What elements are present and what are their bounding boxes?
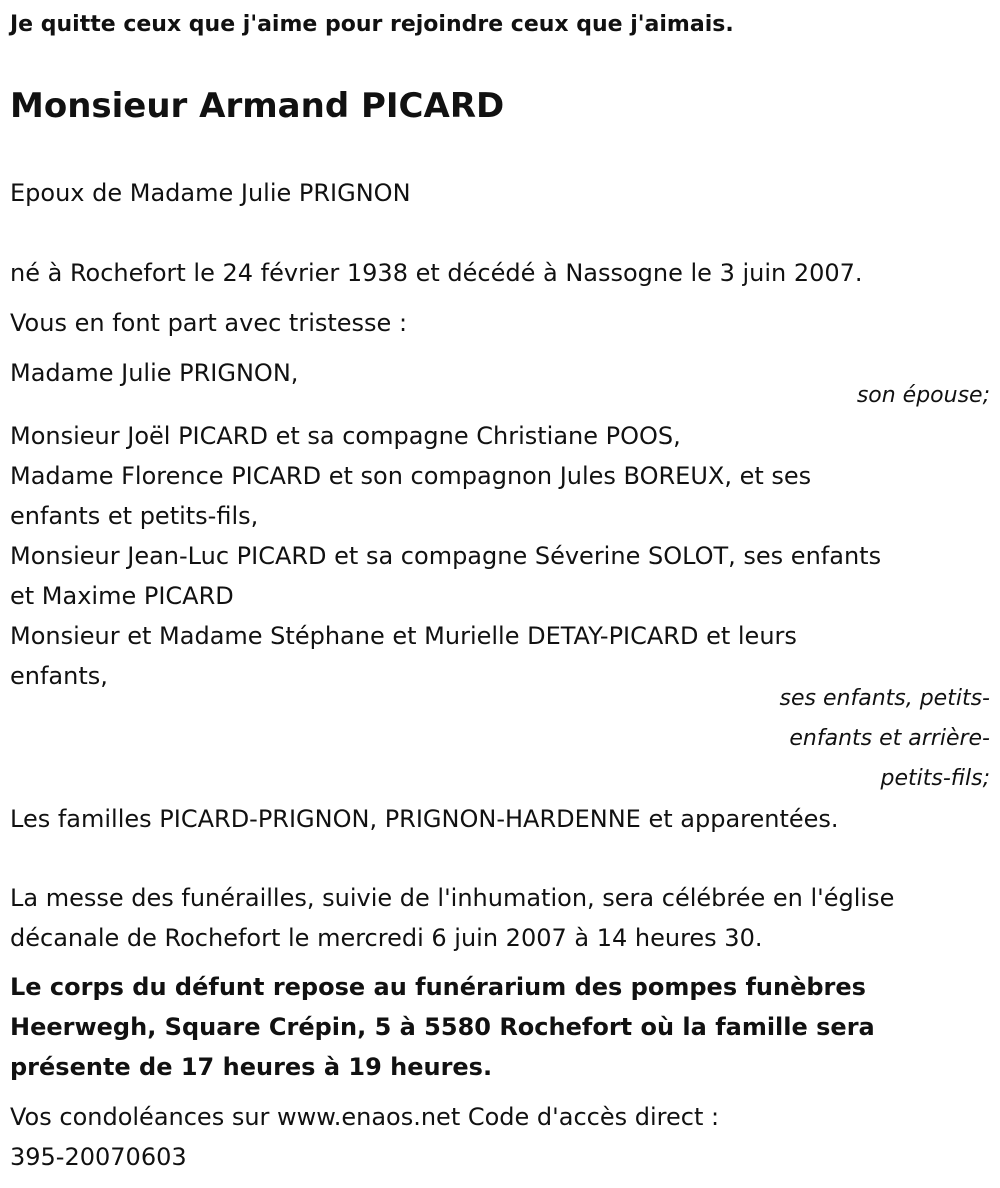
viewing-line: Heerwegh, Square Crépin, 5 à 5580 Rochefort où la famille sera <box>10 1013 875 1041</box>
funeral-line: La messe des funérailles, suivie de l'inhumation, sera célébrée en l'église <box>10 884 895 912</box>
spouse-line: Epoux de Madame Julie PRIGNON <box>10 179 411 207</box>
epigraph: Je quitte ceux que j'aime pour rejoindre ceux que j'aimais. <box>10 12 734 37</box>
deceased-name: Monsieur Armand PICARD <box>10 86 505 126</box>
viewing-paragraph <box>10 967 990 1087</box>
children-line: Monsieur et Madame Stéphane et Murielle DETAY-PICARD et leurs <box>10 622 797 650</box>
viewing-line: Le corps du défunt repose au funérarium des pompes funèbres <box>10 973 866 1001</box>
children-line: Madame Florence PICARD et son compagnon Jules BOREUX, et ses <box>10 462 812 490</box>
funeral-paragraph <box>10 878 990 958</box>
children-line: enfants, <box>10 662 108 690</box>
spouse-relation: son épouse; <box>856 383 990 408</box>
children-line: enfants et petits-fils, <box>10 502 259 530</box>
children-relation <box>780 679 990 799</box>
children-line: Monsieur Joël PICARD et sa compagne Christiane POOS, <box>10 422 681 450</box>
children-relation-line: ses enfants, petits- <box>779 686 990 711</box>
spouse-name: Madame Julie PRIGNON, <box>10 359 299 387</box>
children-line: Monsieur Jean-Luc PICARD et sa compagne Séverine SOLOT, ses enfants <box>10 542 882 570</box>
families-line: Les familles PICARD-PRIGNON, PRIGNON-HARDENNE et apparentées. <box>10 805 839 833</box>
funeral-line: décanale de Rochefort le mercredi 6 juin 2007 à 14 heures 30. <box>10 924 763 952</box>
announcement-intro: Vous en font part avec tristesse : <box>10 309 408 337</box>
children-list <box>10 416 990 696</box>
children-relation-line: petits-fils; <box>880 766 990 791</box>
condolences-paragraph <box>10 1097 990 1177</box>
condolences-code: 395-20070603 <box>10 1143 187 1171</box>
birth-death-line: né à Rochefort le 24 février 1938 et décédé à Nassogne le 3 juin 2007. <box>10 259 863 287</box>
children-relation-line: enfants et arrière- <box>789 726 990 751</box>
children-line: et Maxime PICARD <box>10 582 234 610</box>
viewing-line: présente de 17 heures à 19 heures. <box>10 1053 493 1081</box>
condolences-line: Vos condoléances sur www.enaos.net Code d'accès direct : <box>10 1103 720 1131</box>
